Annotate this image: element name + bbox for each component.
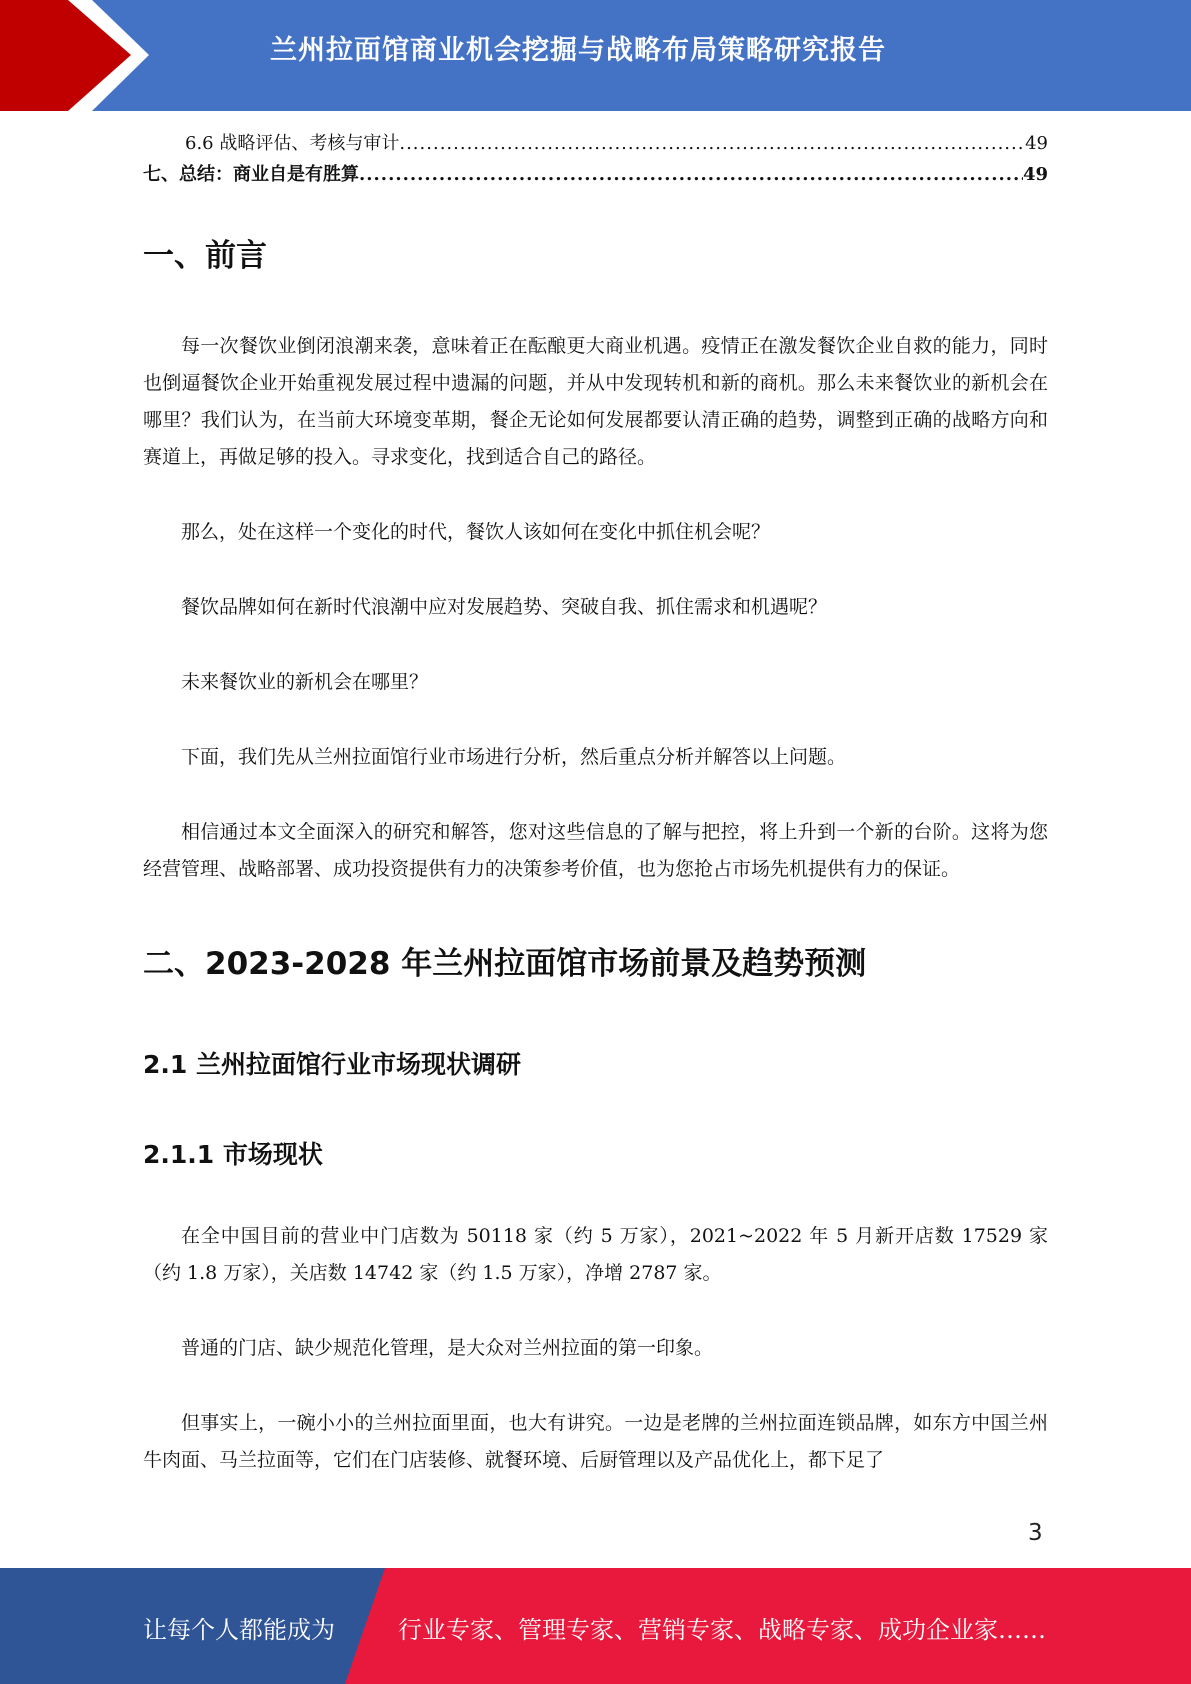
toc-entry[interactable] [143,128,1048,159]
toc-leader-dots [359,159,1023,190]
toc-entry-page: 49 [1025,133,1048,154]
page-footer [0,1568,1191,1684]
paragraph: 那么，处在这样一个变化的时代，餐饮人该如何在变化中抓住机会呢？ [181,521,771,543]
paragraph: 但事实上，一碗小小的兰州拉面里面，也大有讲究。一边是老牌的兰州拉面连锁品牌，如东方中国兰州牛肉面、马兰拉面等，它们在门店装修、就餐环境、后厨管理以及产品优化上，都下足了 [143,1412,1048,1471]
sub-subsection-heading: 2.1.1 市场现状 [143,1140,323,1169]
paragraph: 相信通过本文全面深入的研究和解答，您对这些信息的了解与把控，将上升到一个新的台阶。这将为您经营管理、战略部署、成功投资提供有力的决策参考价值，也为您抢占市场先机提供有力的保证。 [143,821,1048,880]
toc-entry-label: 七、总结：商业自是有胜算 [143,164,359,185]
preface-body [143,328,1048,888]
market-status-body [143,1218,1048,1479]
toc-entry-label: 6.6 战略评估、考核与审计 [185,133,400,154]
page-content [143,128,1048,1479]
header-title: 兰州拉面馆商业机会挖掘与战略布局策略研究报告 [270,35,886,66]
page-number: 3 [1028,1520,1043,1546]
footer-slogan-left: 让每个人都能成为 [143,1616,335,1644]
section-heading-preface: 一、前言 [143,238,267,274]
subsection-heading: 2.1 兰州拉面馆行业市场现状调研 [143,1050,521,1079]
paragraph: 每一次餐饮业倒闭浪潮来袭，意味着正在酝酿更大商业机遇。疫情正在激发餐饮企业自救的能力，同时也倒逼餐饮企业开始重视发展过程中遗漏的问题，并从中发现转机和新的商机。那么未来餐饮业的新机会在哪里？我们认为，在当前大环境变革期，餐企无论如何发展都要认清正确的趋势，调整到正确的战略方向和赛道上，再做足够的投入。寻求变化，找到适合自己的路径。 [143,335,1048,468]
paragraph: 未来餐饮业的新机会在哪里？ [181,671,429,693]
toc-entry-page: 49 [1022,164,1048,185]
table-of-contents [143,128,1048,190]
paragraph: 餐饮品牌如何在新时代浪潮中应对发展趋势、突破自我、抓住需求和机遇呢？ [181,596,828,618]
section-heading-forecast: 二、2023-2028 年兰州拉面馆市场前景及趋势预测 [143,946,867,982]
page-header [0,0,1191,111]
paragraph: 在全中国目前的营业中门店数为 50118 家（约 5 万家），2021~2022 年 5 月新开店数 17529 家（约 1.8 万家），关店数 14742 家（约 1.5 万家），净增 2787 家。 [143,1225,1048,1284]
toc-entry[interactable] [143,159,1048,190]
toc-leader-dots [399,128,1025,159]
paragraph: 下面，我们先从兰州拉面馆行业市场进行分析，然后重点分析并解答以上问题。 [181,746,847,768]
footer-slogan-right: 行业专家、管理专家、营销专家、战略专家、成功企业家…… [398,1616,1046,1644]
paragraph: 普通的门店、缺少规范化管理，是大众对兰州拉面的第一印象。 [181,1337,714,1359]
